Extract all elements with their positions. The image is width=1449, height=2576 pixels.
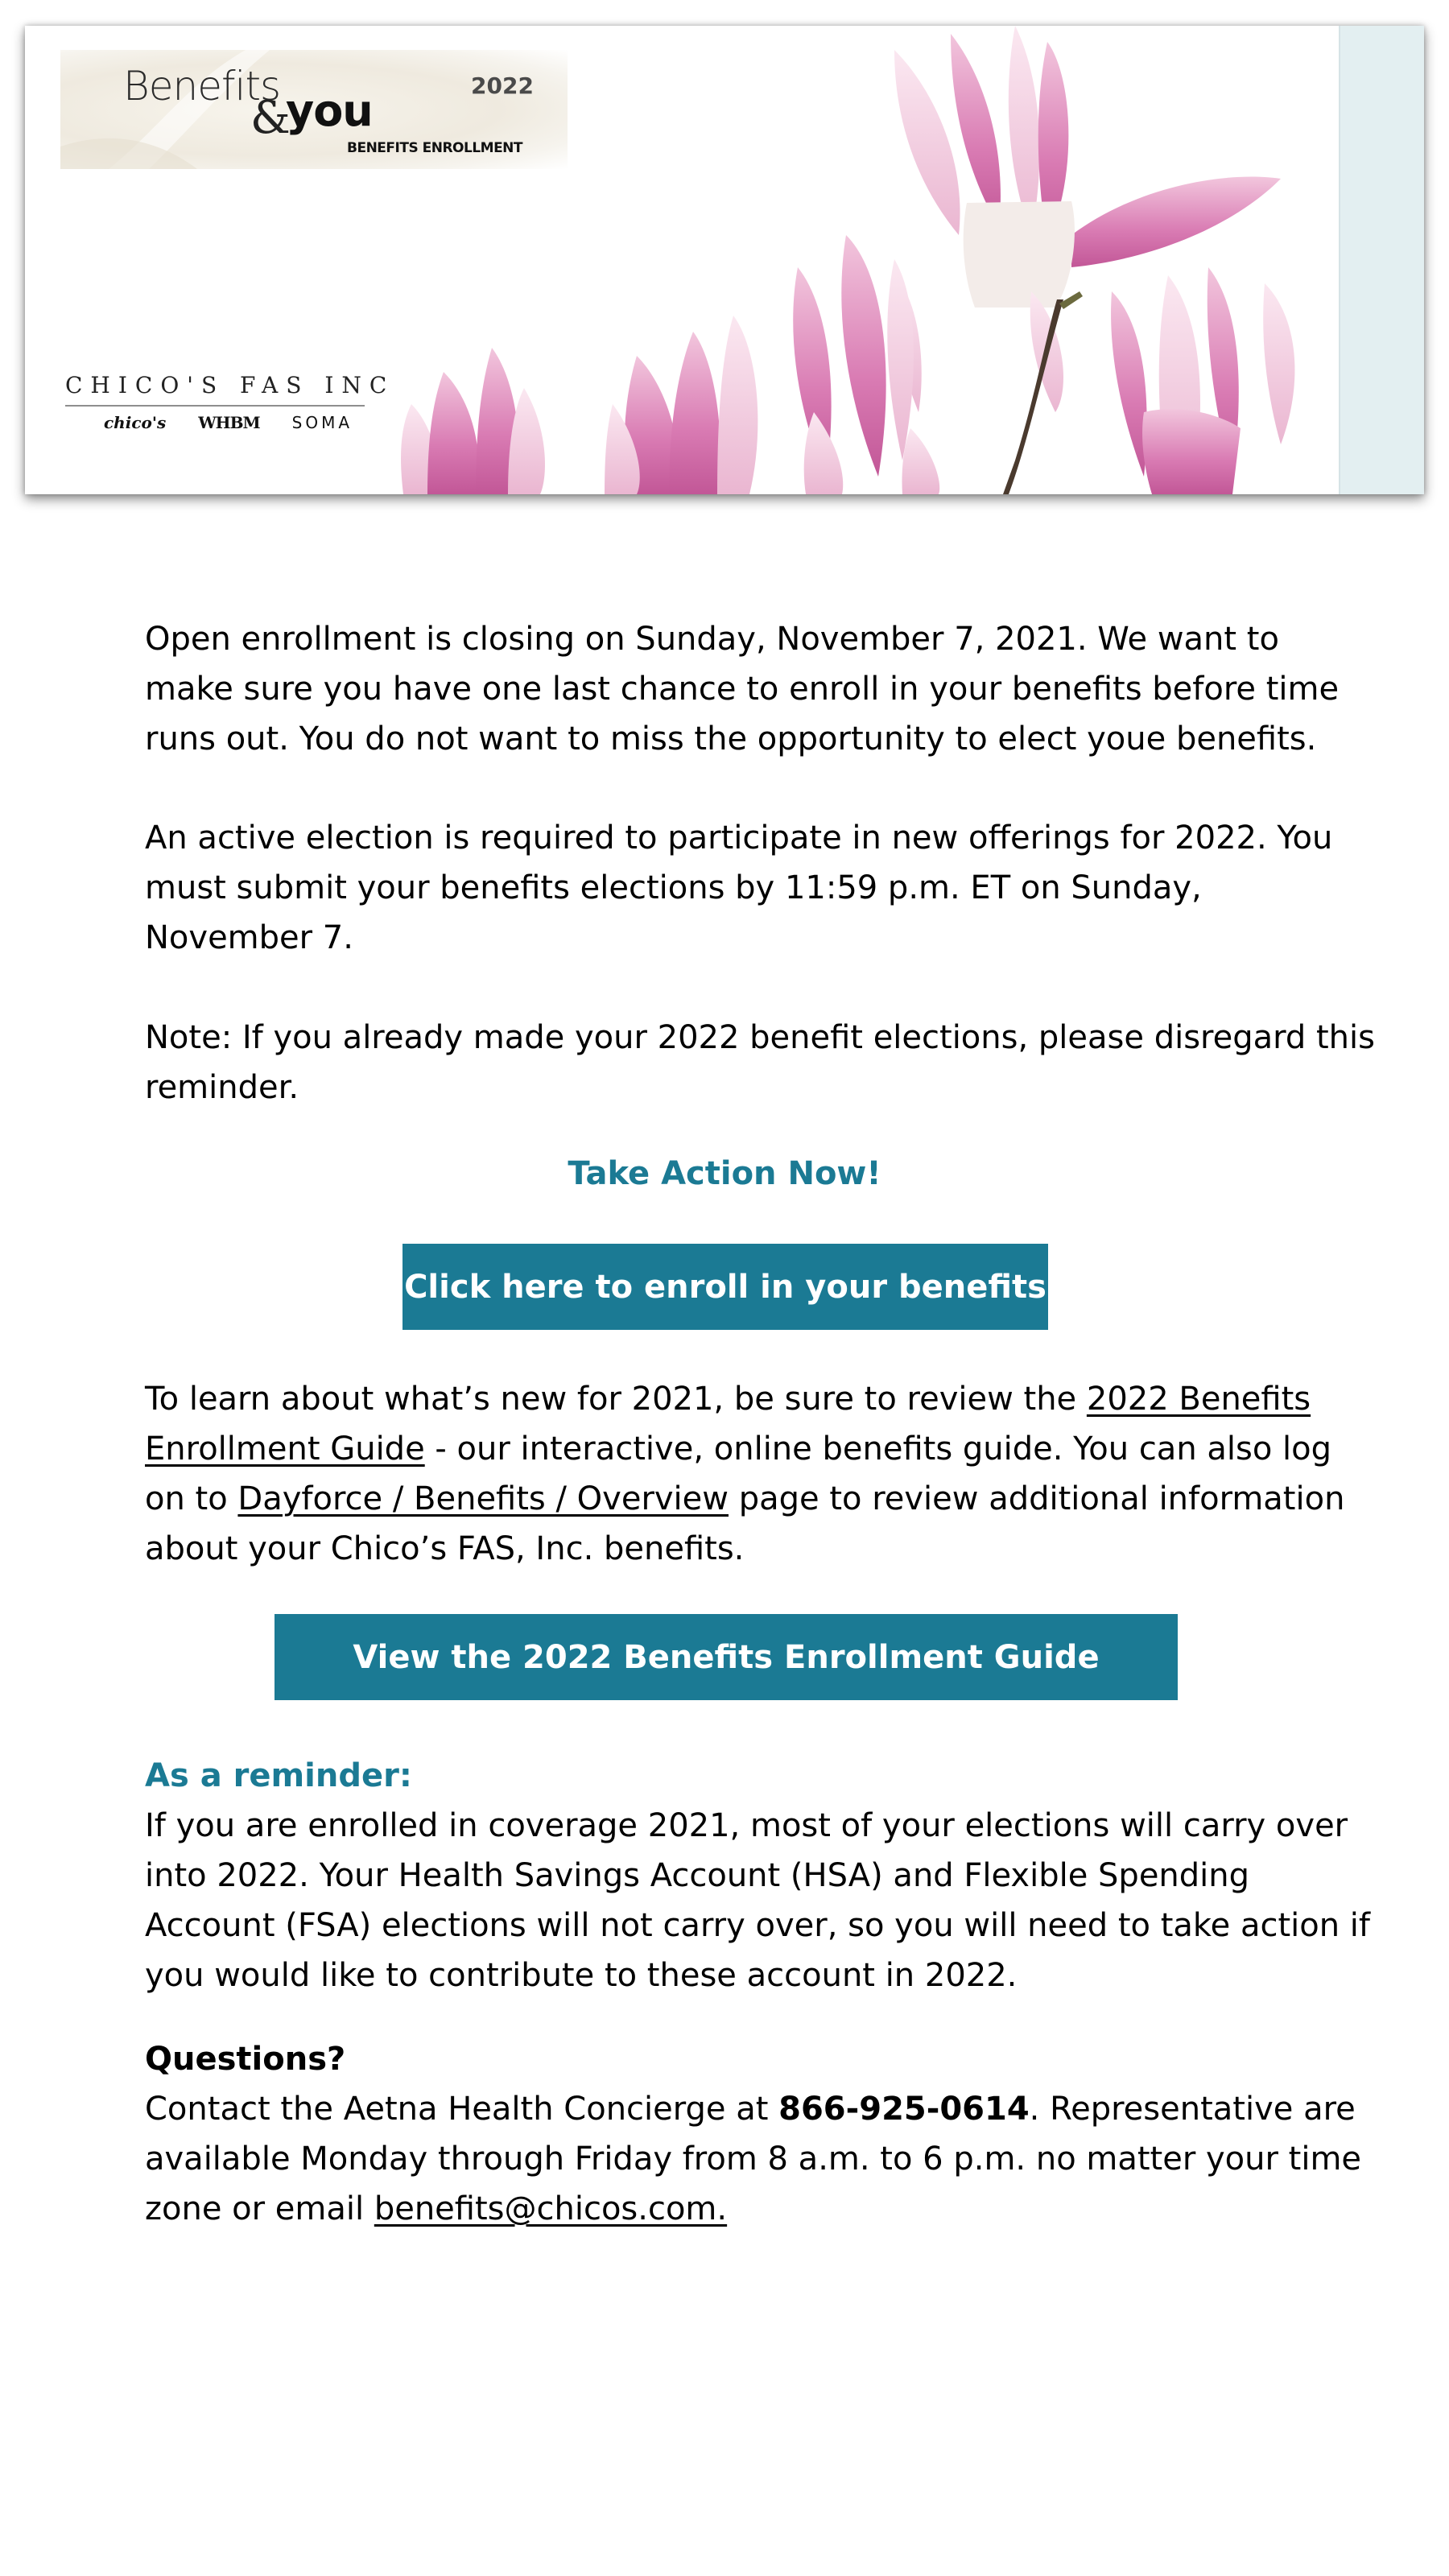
header-side-strip	[1339, 26, 1424, 494]
view-enrollment-guide-button-label: View the 2022 Benefits Enrollment Guide	[353, 1638, 1100, 1676]
concierge-phone-number: 866-925-0614	[778, 2091, 1030, 2128]
header-banner	[25, 26, 1424, 494]
company-name: CHICO'S FAS INC	[65, 372, 395, 398]
banner-subtitle: BENEFITS ENROLLMENT	[347, 140, 523, 156]
questions-text: zone or email	[145, 2190, 374, 2227]
questions-line	[145, 2184, 1320, 2234]
questions-text: . Representative are	[1029, 2091, 1356, 2128]
learn-line	[145, 1374, 1320, 1424]
learn-text: To learn about what’s new for 2021, be sure to review the	[145, 1381, 1087, 1418]
intro-line: runs out. You do not want to miss the opportunity to elect youe benefits.	[145, 720, 1317, 758]
benefits-email-link[interactable]: benefits@chicos.com.	[374, 2190, 728, 2227]
reminder-line: you would like to contribute to these account in 2022.	[145, 1957, 1018, 1994]
banner-ampersand: &	[250, 92, 291, 144]
view-enrollment-guide-button[interactable]	[275, 1614, 1178, 1700]
reminder-heading: As a reminder:	[145, 1757, 412, 1794]
take-action-heading: Take Action Now!	[568, 1155, 881, 1192]
brand-logos	[65, 413, 387, 432]
banner-title-benefits: Benefits	[123, 63, 281, 109]
learn-paragraph	[145, 1374, 1345, 1574]
enroll-benefits-button-label: Click here to enroll in your benefits	[404, 1268, 1046, 1306]
benefits-guide-link[interactable]: 2022 Benefits	[1086, 1381, 1311, 1418]
requirement-line: November 7.	[145, 919, 353, 956]
learn-line	[145, 1424, 1332, 1474]
brand-chicos-logo: chico's	[104, 413, 167, 432]
intro-line: make sure you have one last chance to enroll in your benefits before time	[145, 671, 1340, 708]
note-line: reminder.	[145, 1069, 299, 1106]
benefits-and-you-banner	[60, 50, 568, 169]
learn-line	[145, 1474, 1345, 1524]
banner-year: 2022	[471, 72, 534, 99]
questions-heading: Questions?	[145, 2041, 346, 2078]
benefits-guide-link-continued[interactable]: Enrollment Guide	[145, 1430, 425, 1468]
requirement-line: must submit your benefits elections by 11:59 p.m. ET on Sunday,	[145, 869, 1202, 906]
learn-text: - our interactive, online benefits guide. You can also log	[424, 1430, 1332, 1468]
note-paragraph	[145, 1013, 1375, 1113]
learn-line: about your Chico’s FAS, Inc. benefits.	[145, 1530, 745, 1567]
reminder-line: into 2022. Your Health Savings Account (HSA) and Flexible Spending	[145, 1857, 1250, 1894]
questions-section	[145, 2034, 1362, 2234]
intro-paragraph	[145, 614, 1340, 764]
requirement-paragraph	[145, 813, 1333, 963]
intro-line: Open enrollment is closing on Sunday, November 7, 2021. We want to	[145, 621, 1279, 658]
reminder-line: Account (FSA) elections will not carry over, so you will need to take action if	[145, 1907, 1370, 1944]
reminder-line: If you are enrolled in coverage 2021, most of your elections will carry over	[145, 1807, 1348, 1844]
company-logo	[65, 372, 395, 432]
note-line: Note: If you already made your 2022 benefit elections, please disregard this	[145, 1019, 1375, 1056]
questions-text: Contact the Aetna Health Concierge at	[145, 2091, 779, 2128]
company-logo-divider	[65, 405, 365, 407]
banner-title-you: you	[286, 85, 373, 136]
questions-line: available Monday through Friday from 8 a.m. to 6 p.m. no matter your time	[145, 2140, 1362, 2178]
questions-line	[145, 2084, 1356, 2134]
enroll-benefits-button[interactable]	[402, 1244, 1048, 1330]
learn-text: page to review additional information	[729, 1480, 1345, 1517]
brand-soma-logo: SOMA	[291, 413, 353, 432]
brand-whbm-logo: WHBM	[198, 413, 260, 432]
dayforce-overview-link[interactable]: Dayforce / Benefits / Overview	[237, 1480, 729, 1517]
requirement-line: An active election is required to participate in new offerings for 2022. You	[145, 819, 1333, 857]
learn-text: on to	[145, 1480, 238, 1517]
reminder-section	[145, 1751, 1370, 2000]
